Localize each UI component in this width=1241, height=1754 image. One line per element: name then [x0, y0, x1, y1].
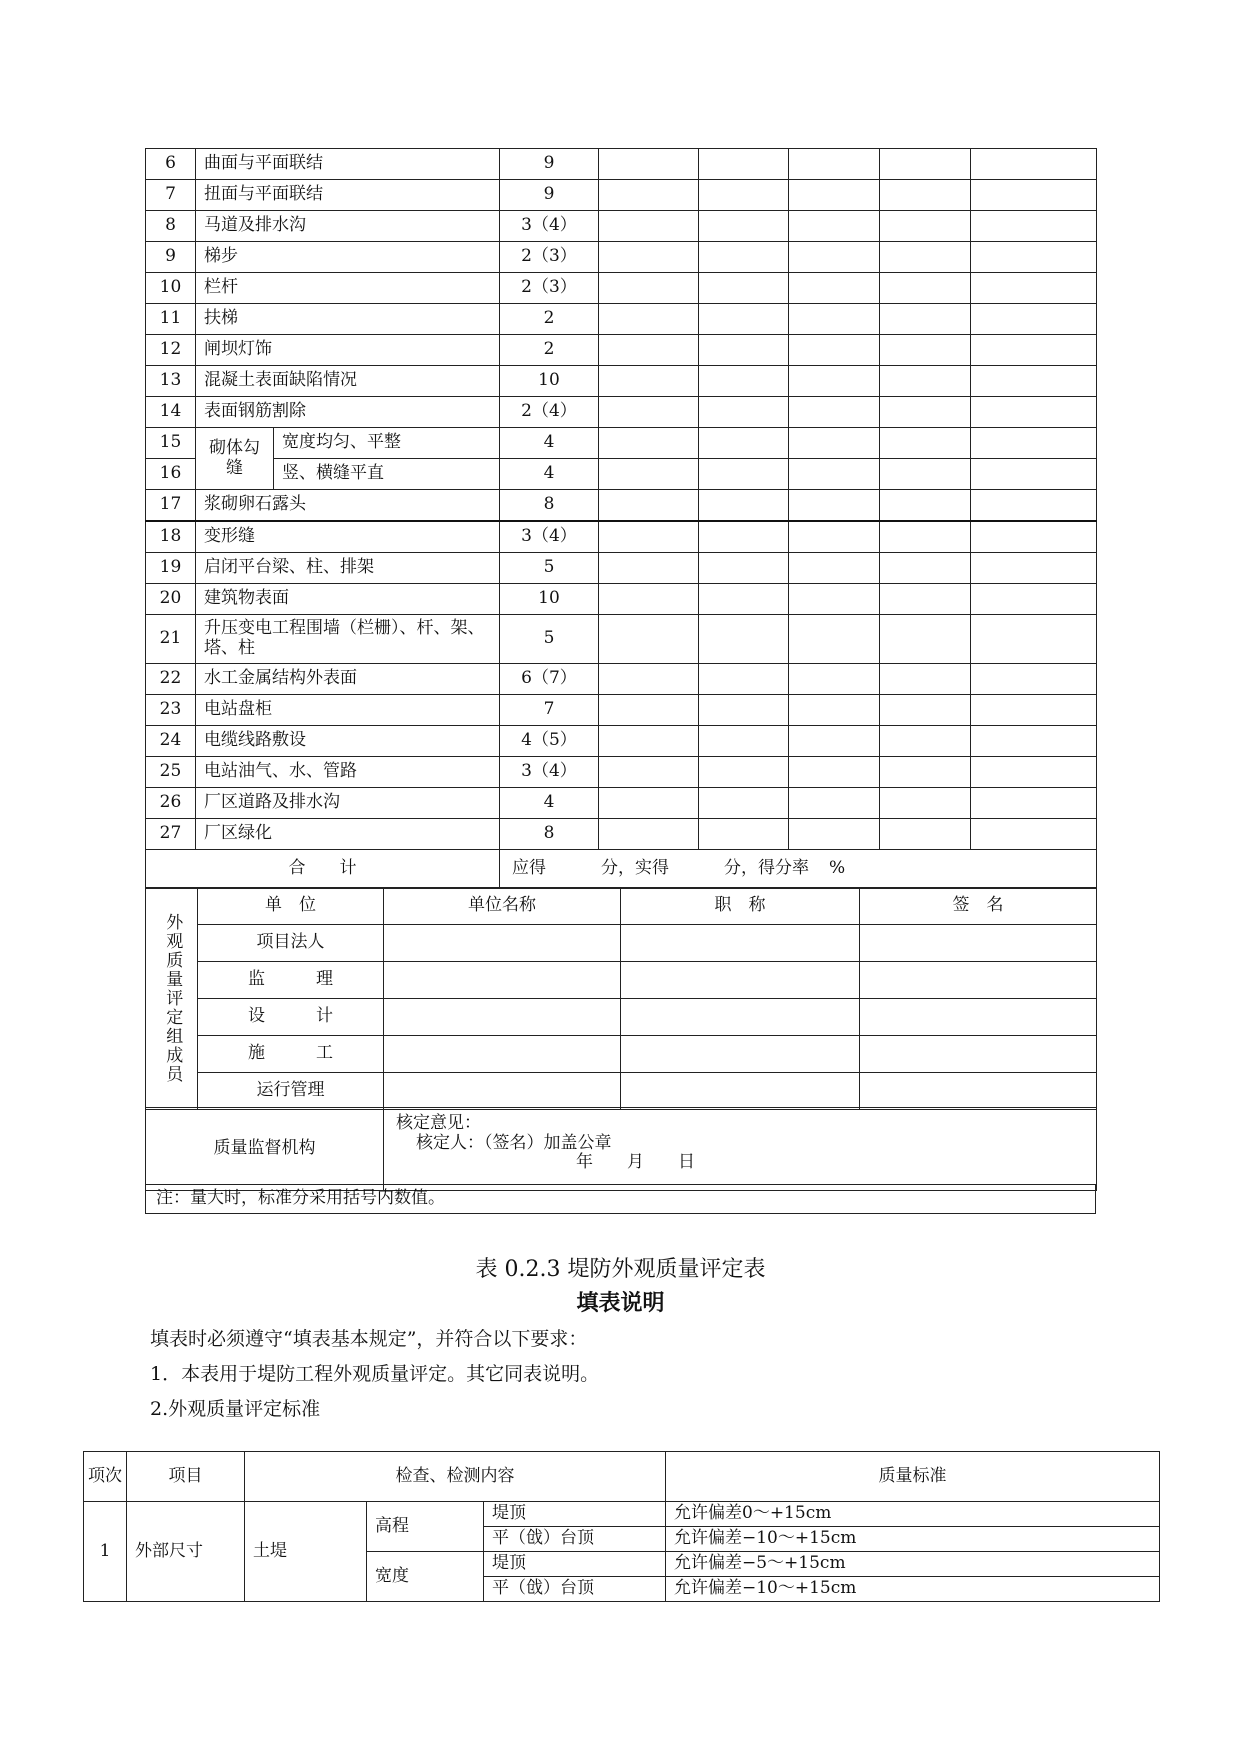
score-entry-cell[interactable]: [699, 149, 789, 180]
row-number: 17: [146, 490, 196, 522]
row-number: 9: [146, 242, 196, 273]
score-entry-cell[interactable]: [699, 273, 789, 304]
score-entry-cell[interactable]: [789, 397, 880, 428]
title-cell[interactable]: [621, 1036, 860, 1073]
supervision-opinion-cell[interactable]: [384, 1108, 1097, 1191]
total-text-d: %: [829, 858, 846, 879]
std-4: 允许偏差−10～+15cm: [666, 1577, 1160, 1602]
score-entry-cell[interactable]: [699, 459, 789, 490]
item-name: 扭面与平面联结: [196, 180, 500, 211]
item-name: 梯步: [196, 242, 500, 273]
row-number: 27: [146, 819, 196, 850]
standard-score: 10: [500, 366, 599, 397]
score-entry-cell[interactable]: [880, 242, 971, 273]
score-entry-cell[interactable]: [789, 273, 880, 304]
score-entry-cell[interactable]: [789, 490, 880, 522]
appearance-items-table: [145, 148, 1097, 889]
total-text-c: 分，得分率: [724, 858, 809, 879]
score-entry-cell[interactable]: [599, 335, 699, 366]
score-entry-cell[interactable]: [699, 819, 789, 850]
score-entry-cell[interactable]: [880, 788, 971, 819]
unit-operation: 运行管理: [198, 1073, 384, 1110]
standard-score: 4: [500, 788, 599, 819]
header-standard: 质量标准: [666, 1452, 1160, 1502]
width-label: 宽度: [367, 1552, 484, 1602]
score-entry-cell[interactable]: [599, 459, 699, 490]
score-entry-cell[interactable]: [599, 397, 699, 428]
score-entry-cell[interactable]: [599, 726, 699, 757]
score-entry-cell[interactable]: [971, 459, 1097, 490]
standard-score: 7: [500, 695, 599, 726]
score-entry-cell[interactable]: [971, 242, 1097, 273]
score-entry-cell[interactable]: [789, 521, 880, 553]
score-entry-cell[interactable]: [599, 664, 699, 695]
sub-crest: 堤顶: [484, 1552, 666, 1577]
score-entry-cell[interactable]: [699, 180, 789, 211]
instructions-paragraph-2: 1．本表用于堤防工程外观质量评定。其它同表说明。: [150, 1363, 600, 1385]
score-entry-cell[interactable]: [880, 553, 971, 584]
score-entry-cell[interactable]: [789, 304, 880, 335]
item-name: 浆砌卵石露头: [196, 490, 500, 522]
unit-owner: 项目法人: [198, 925, 384, 962]
score-entry-cell[interactable]: [880, 366, 971, 397]
score-entry-cell[interactable]: [599, 366, 699, 397]
score-entry-cell[interactable]: [880, 211, 971, 242]
header-content: 检查、检测内容: [245, 1452, 666, 1502]
score-entry-cell[interactable]: [971, 211, 1097, 242]
unit-name-cell[interactable]: [384, 1073, 621, 1110]
row-number: 23: [146, 695, 196, 726]
standard-score: 10: [500, 584, 599, 615]
score-entry-cell[interactable]: [971, 553, 1097, 584]
header-no: 项次: [84, 1452, 127, 1502]
row-number: 18: [146, 521, 196, 553]
score-entry-cell[interactable]: [880, 180, 971, 211]
standard-score: 3（4）: [500, 211, 599, 242]
table-row: [146, 490, 1097, 522]
score-entry-cell[interactable]: [699, 757, 789, 788]
row-number: 20: [146, 584, 196, 615]
row-number: 6: [146, 149, 196, 180]
score-entry-cell[interactable]: [971, 664, 1097, 695]
score-entry-cell[interactable]: [599, 788, 699, 819]
item-name: 启闭平台梁、柱、排架: [196, 553, 500, 584]
table-row: [146, 521, 1097, 553]
score-entry-cell[interactable]: [699, 788, 789, 819]
item-name: 升压变电工程围墙（栏栅）、杆、架、塔、柱: [196, 615, 500, 664]
score-entry-cell[interactable]: [789, 553, 880, 584]
score-entry-cell[interactable]: [599, 695, 699, 726]
score-entry-cell[interactable]: [880, 757, 971, 788]
item-name: 厂区道路及排水沟: [196, 788, 500, 819]
signature-cell[interactable]: [860, 999, 1097, 1036]
score-entry-cell[interactable]: [699, 615, 789, 664]
row-no: 1: [84, 1502, 127, 1602]
score-entry-cell[interactable]: [971, 695, 1097, 726]
item-name: 水工金属结构外表面: [196, 664, 500, 695]
unit-design: 设 计: [198, 999, 384, 1036]
signature-cell[interactable]: [860, 1036, 1097, 1073]
score-entry-cell[interactable]: [789, 584, 880, 615]
row-number: 24: [146, 726, 196, 757]
row-item: 外部尺寸: [127, 1502, 245, 1602]
score-entry-cell[interactable]: [699, 553, 789, 584]
score-entry-cell[interactable]: [599, 304, 699, 335]
item-name: 闸坝灯饰: [196, 335, 500, 366]
item-name: 建筑物表面: [196, 584, 500, 615]
unit-supervision: 监 理: [198, 962, 384, 999]
score-entry-cell[interactable]: [880, 459, 971, 490]
item-name: 宽度均匀、平整: [274, 428, 500, 459]
item-name: 厂区绿化: [196, 819, 500, 850]
signature-cell[interactable]: [860, 962, 1097, 999]
row-number: 11: [146, 304, 196, 335]
row-number: 21: [146, 615, 196, 664]
table-row: [146, 180, 1097, 211]
score-entry-cell[interactable]: [789, 819, 880, 850]
score-entry-cell[interactable]: [699, 428, 789, 459]
standard-score: 2（3）: [500, 273, 599, 304]
score-entry-cell[interactable]: [789, 180, 880, 211]
standard-score: 5: [500, 553, 599, 584]
standard-score: 3（4）: [500, 521, 599, 553]
score-entry-cell[interactable]: [971, 521, 1097, 553]
score-entry-cell[interactable]: [971, 397, 1097, 428]
supervision-label: 质量监督机构: [146, 1108, 384, 1191]
score-entry-cell[interactable]: [971, 726, 1097, 757]
score-entry-cell[interactable]: [971, 149, 1097, 180]
score-entry-cell[interactable]: [971, 273, 1097, 304]
title-cell[interactable]: [621, 999, 860, 1036]
score-entry-cell[interactable]: [789, 615, 880, 664]
score-entry-cell[interactable]: [880, 615, 971, 664]
std-3: 允许偏差−5～+15cm: [666, 1552, 1160, 1577]
item-name: 混凝土表面缺陷情况: [196, 366, 500, 397]
item-name: 扶梯: [196, 304, 500, 335]
score-entry-cell[interactable]: [599, 615, 699, 664]
score-entry-cell[interactable]: [599, 211, 699, 242]
table-row: [146, 819, 1097, 850]
row-number: 16: [146, 459, 196, 490]
table-row: [146, 788, 1097, 819]
score-entry-cell[interactable]: [699, 664, 789, 695]
table-row: [146, 584, 1097, 615]
standard-score: 2: [500, 335, 599, 366]
table-row: [146, 335, 1097, 366]
score-entry-cell[interactable]: [599, 149, 699, 180]
item-name: 变形缝: [196, 521, 500, 553]
row-number: 19: [146, 553, 196, 584]
score-entry-cell[interactable]: [971, 304, 1097, 335]
score-entry-cell[interactable]: [699, 584, 789, 615]
score-entry-cell[interactable]: [971, 819, 1097, 850]
instructions-paragraph-1: 填表时必须遵守“填表基本规定”，并符合以下要求：: [150, 1328, 588, 1350]
score-entry-cell[interactable]: [699, 397, 789, 428]
standard-score: 4: [500, 428, 599, 459]
score-entry-cell[interactable]: [880, 695, 971, 726]
standard-score: 8: [500, 490, 599, 522]
item-name: 表面钢筋割除: [196, 397, 500, 428]
score-entry-cell[interactable]: [789, 664, 880, 695]
note-table: [145, 1184, 1096, 1214]
standard-score: 8: [500, 819, 599, 850]
table-row: [146, 273, 1097, 304]
total-label: 合 计: [146, 850, 500, 889]
group-masonry-joint: 砌体勾缝: [196, 428, 274, 490]
score-entry-cell[interactable]: [789, 757, 880, 788]
table-row: [146, 553, 1097, 584]
members-side-label: 外观质量评定组成员: [146, 888, 198, 1110]
supervision-table: [145, 1107, 1097, 1191]
table-row: [146, 242, 1097, 273]
score-entry-cell[interactable]: [599, 490, 699, 522]
standard-score: 2（4）: [500, 397, 599, 428]
title-cell[interactable]: [621, 962, 860, 999]
title-cell[interactable]: [621, 925, 860, 962]
score-entry-cell[interactable]: [599, 819, 699, 850]
score-entry-cell[interactable]: [699, 242, 789, 273]
header-item: 项目: [127, 1452, 245, 1502]
row-number: 10: [146, 273, 196, 304]
standard-score: 4: [500, 459, 599, 490]
total-row: [146, 850, 1097, 889]
evaluation-members-table: [145, 887, 1097, 1110]
opinion-label: 核定意见：: [396, 1113, 481, 1133]
header-unit-name: 单位名称: [384, 888, 621, 925]
sub-crest: 堤顶: [484, 1502, 666, 1527]
total-text-a: 应得: [512, 858, 546, 879]
date-label: 年 月 日: [576, 1152, 695, 1173]
standard-score: 9: [500, 180, 599, 211]
row-number: 8: [146, 211, 196, 242]
unit-construction: 施 工: [198, 1036, 384, 1073]
item-name: 栏杆: [196, 273, 500, 304]
row-number: 25: [146, 757, 196, 788]
score-entry-cell[interactable]: [971, 490, 1097, 522]
row-number: 15: [146, 428, 196, 459]
table-row: [146, 695, 1097, 726]
height-label: 高程: [367, 1502, 484, 1552]
score-entry-cell[interactable]: [599, 521, 699, 553]
score-entry-cell[interactable]: [971, 428, 1097, 459]
score-entry-cell[interactable]: [789, 788, 880, 819]
score-entry-cell[interactable]: [971, 788, 1097, 819]
signer-label: 核定人：（签名）加盖公章: [416, 1132, 612, 1153]
score-entry-cell[interactable]: [880, 428, 971, 459]
total-scores[interactable]: [500, 850, 1097, 889]
signature-cell[interactable]: [860, 925, 1097, 962]
score-entry-cell[interactable]: [880, 397, 971, 428]
std-2: 允许偏差−10～+15cm: [666, 1527, 1160, 1552]
item-name: 电站盘柜: [196, 695, 500, 726]
standard-score: 2: [500, 304, 599, 335]
table-caption: 表 0.2.3 堤防外观质量评定表: [475, 1257, 766, 1282]
score-entry-cell[interactable]: [599, 273, 699, 304]
score-entry-cell[interactable]: [699, 695, 789, 726]
table-row: [146, 366, 1097, 397]
score-entry-cell[interactable]: [789, 335, 880, 366]
table-row: [146, 757, 1097, 788]
standard-score: 5: [500, 615, 599, 664]
table-row: [146, 615, 1097, 664]
score-entry-cell[interactable]: [599, 428, 699, 459]
header-unit: 单 位: [198, 888, 384, 925]
header-signature: 签 名: [860, 888, 1097, 925]
score-entry-cell[interactable]: [699, 521, 789, 553]
score-entry-cell[interactable]: [880, 490, 971, 522]
score-entry-cell[interactable]: [880, 664, 971, 695]
score-entry-cell[interactable]: [880, 584, 971, 615]
score-entry-cell[interactable]: [880, 273, 971, 304]
score-entry-cell[interactable]: [699, 366, 789, 397]
score-entry-cell[interactable]: [789, 459, 880, 490]
score-entry-cell[interactable]: [789, 242, 880, 273]
score-entry-cell[interactable]: [599, 584, 699, 615]
instructions-paragraph-3: 2.外观质量评定标准: [150, 1398, 321, 1420]
unit-name-cell[interactable]: [384, 962, 621, 999]
standard-score: 2（3）: [500, 242, 599, 273]
row-number: 26: [146, 788, 196, 819]
standard-score: 3（4）: [500, 757, 599, 788]
table-row: [146, 397, 1097, 428]
title-cell[interactable]: [621, 1073, 860, 1110]
instructions-heading: 填表说明: [576, 1291, 665, 1316]
score-entry-cell[interactable]: [789, 366, 880, 397]
sub-berm: 平（戗）台顶: [484, 1527, 666, 1552]
table-row: [146, 459, 1097, 490]
total-text-b: 分，实得: [601, 858, 669, 879]
std-1: 允许偏差0～+15cm: [666, 1502, 1160, 1527]
standards-table: [83, 1451, 1160, 1602]
table-row: [146, 726, 1097, 757]
score-entry-cell[interactable]: [971, 584, 1097, 615]
table-row: [146, 304, 1097, 335]
score-entry-cell[interactable]: [880, 335, 971, 366]
score-entry-cell[interactable]: [971, 335, 1097, 366]
score-entry-cell[interactable]: [789, 695, 880, 726]
score-entry-cell[interactable]: [699, 335, 789, 366]
row-number: 7: [146, 180, 196, 211]
row-number: 22: [146, 664, 196, 695]
score-entry-cell[interactable]: [699, 211, 789, 242]
score-entry-cell[interactable]: [789, 428, 880, 459]
score-entry-cell[interactable]: [971, 366, 1097, 397]
score-entry-cell[interactable]: [971, 180, 1097, 211]
item-name: 竖、横缝平直: [274, 459, 500, 490]
row-number: 14: [146, 397, 196, 428]
score-entry-cell[interactable]: [880, 521, 971, 553]
score-entry-cell[interactable]: [971, 757, 1097, 788]
score-entry-cell[interactable]: [699, 304, 789, 335]
score-entry-cell[interactable]: [599, 757, 699, 788]
score-entry-cell[interactable]: [699, 726, 789, 757]
table-row: [146, 149, 1097, 180]
table-row: [146, 664, 1097, 695]
unit-name-cell[interactable]: [384, 1036, 621, 1073]
score-entry-cell[interactable]: [880, 819, 971, 850]
standard-score: 9: [500, 149, 599, 180]
item-name: 曲面与平面联结: [196, 149, 500, 180]
score-entry-cell[interactable]: [789, 726, 880, 757]
score-entry-cell[interactable]: [599, 180, 699, 211]
score-entry-cell[interactable]: [880, 726, 971, 757]
row-number: 12: [146, 335, 196, 366]
score-entry-cell[interactable]: [599, 242, 699, 273]
unit-name-cell[interactable]: [384, 999, 621, 1036]
score-entry-cell[interactable]: [699, 490, 789, 522]
row-number: 13: [146, 366, 196, 397]
note-text: 注：量大时，标准分采用括号内数值。: [146, 1185, 1096, 1214]
standard-score: 4（5）: [500, 726, 599, 757]
score-entry-cell[interactable]: [789, 211, 880, 242]
header-title: 职 称: [621, 888, 860, 925]
signature-cell[interactable]: [860, 1073, 1097, 1110]
standard-score: 6（7）: [500, 664, 599, 695]
row-type: 土堤: [245, 1502, 367, 1602]
item-name: 马道及排水沟: [196, 211, 500, 242]
item-name: 电缆线路敷设: [196, 726, 500, 757]
unit-name-cell[interactable]: [384, 925, 621, 962]
item-name: 电站油气、水、管路: [196, 757, 500, 788]
score-entry-cell[interactable]: [789, 149, 880, 180]
score-entry-cell[interactable]: [971, 615, 1097, 664]
score-entry-cell[interactable]: [880, 304, 971, 335]
table-row: [146, 428, 1097, 459]
score-entry-cell[interactable]: [880, 149, 971, 180]
sub-berm: 平（戗）台顶: [484, 1577, 666, 1602]
table-row: [146, 211, 1097, 242]
score-entry-cell[interactable]: [599, 553, 699, 584]
